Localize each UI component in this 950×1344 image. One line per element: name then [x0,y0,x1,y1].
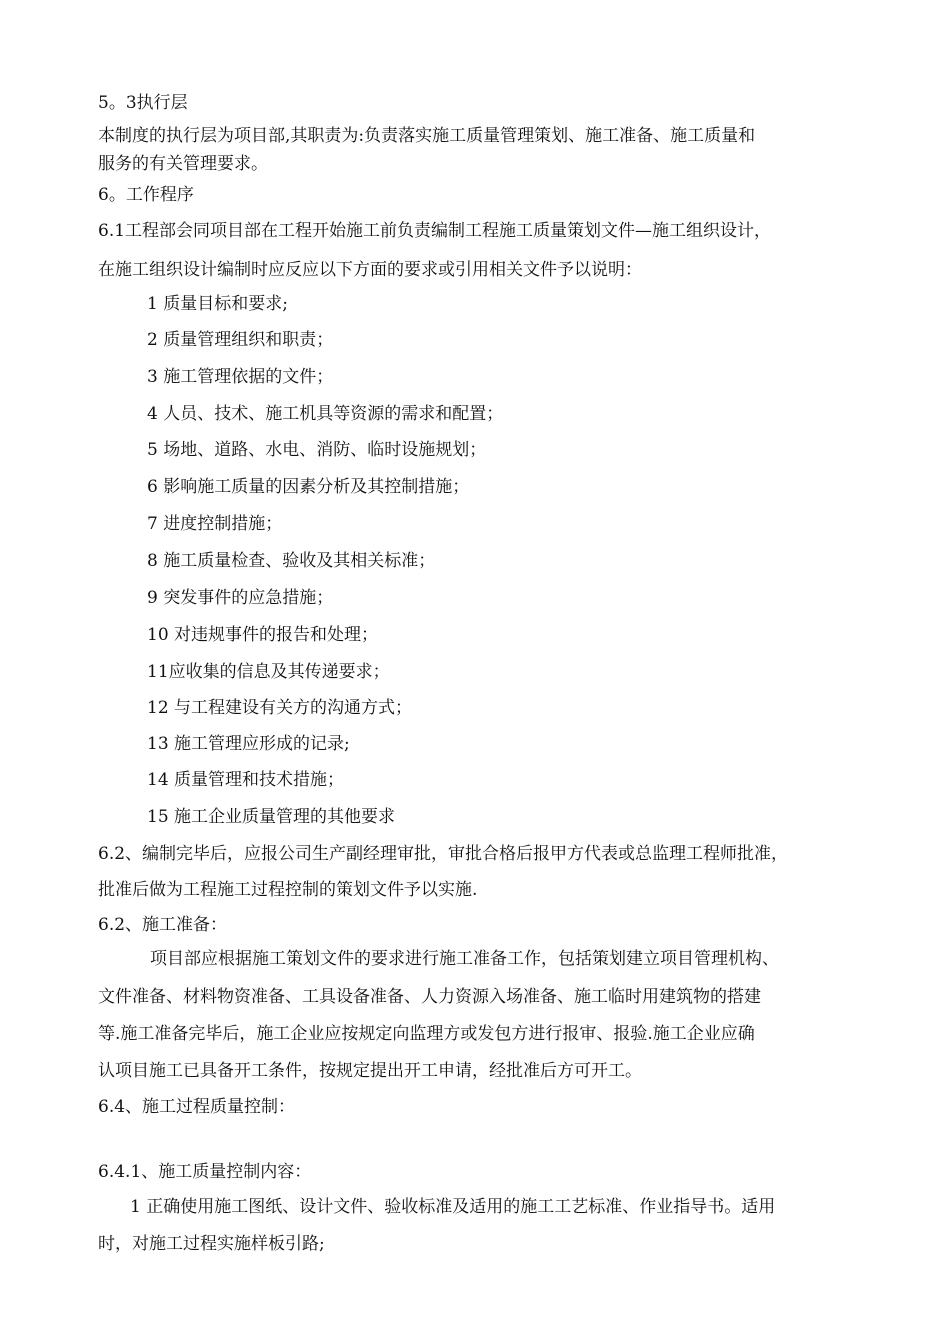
paragraph-line: 6.1工程部会同项目部在工程开始施工前负责编制工程施工质量策划文件—施工组织设计， [98,221,772,241]
list-item: 12 与工程建设有关方的沟通方式； [147,698,413,718]
paragraph-line: 在施工组织设计编制时应反应以下方面的要求或引用相关文件予以说明： [98,260,642,280]
list-item: 2 质量管理组织和职责； [147,330,334,350]
list-item: 13 施工管理应形成的记录; [147,734,350,754]
list-item: 15 施工企业质量管理的其他要求 [147,807,396,827]
list-item: 8 施工质量检查、验收及其相关标准； [147,551,436,571]
section-heading-6-4-1: 6.4.1、施工质量控制内容： [98,1162,312,1182]
paragraph-line: 本制度的执行层为项目部,其职责为:负责落实施工质量管理策划、施工准备、施工质量和 [98,126,756,146]
section-heading-6: 6。工作程序 [98,185,194,205]
section-heading-6-4: 6.4、施工过程质量控制： [98,1097,296,1117]
paragraph-line: 批准后做为工程施工过程控制的策划文件予以实施. [98,880,478,900]
list-item: 1 质量目标和要求; [147,294,288,314]
list-item: 14 质量管理和技术措施； [147,770,345,790]
section-heading-5-3: 5。3执行层 [98,93,188,113]
list-item: 11应收集的信息及其传递要求； [147,662,390,682]
list-item: 3 施工管理依据的文件； [147,367,334,387]
section-heading-6-2: 6.2、施工准备： [98,915,228,935]
paragraph-line: 时，对施工过程实施样板引路; [98,1234,325,1254]
paragraph-line: 项目部应根据施工策划文件的要求进行施工准备工作，包括策划建立项目管理机构、 [150,949,779,969]
list-item: 10 对违规事件的报告和处理； [147,625,379,645]
paragraph-line: 6.2、编制完毕后，应报公司生产副经理审批，审批合格后报甲方代表或总监理工程师批准， [98,844,789,864]
list-item: 6 影响施工质量的因素分析及其控制措施； [147,477,470,497]
list-item: 4 人员、技术、施工机具等资源的需求和配置； [147,404,504,424]
list-item: 7 进度控制措施； [147,514,283,534]
paragraph-line: 等.施工准备完毕后，施工企业应按规定向监理方或发包方进行报审、报验.施工企业应确 [98,1024,755,1044]
paragraph-line: 1 正确使用施工图纸、设计文件、验收标准及适用的施工工艺标准、作业指导书。适用 [130,1197,776,1217]
paragraph-line: 认项目施工已具备开工条件，按规定提出开工申请，经批准后方可开工。 [98,1061,642,1081]
paragraph-line: 服务的有关管理要求。 [98,154,268,174]
list-item: 5 场地、道路、水电、消防、临时设施规划； [147,440,487,460]
paragraph-line: 文件准备、材料物资准备、工具设备准备、人力资源入场准备、施工临时用建筑物的搭建 [98,987,761,1007]
list-item: 9 突发事件的应急措施； [147,588,334,608]
